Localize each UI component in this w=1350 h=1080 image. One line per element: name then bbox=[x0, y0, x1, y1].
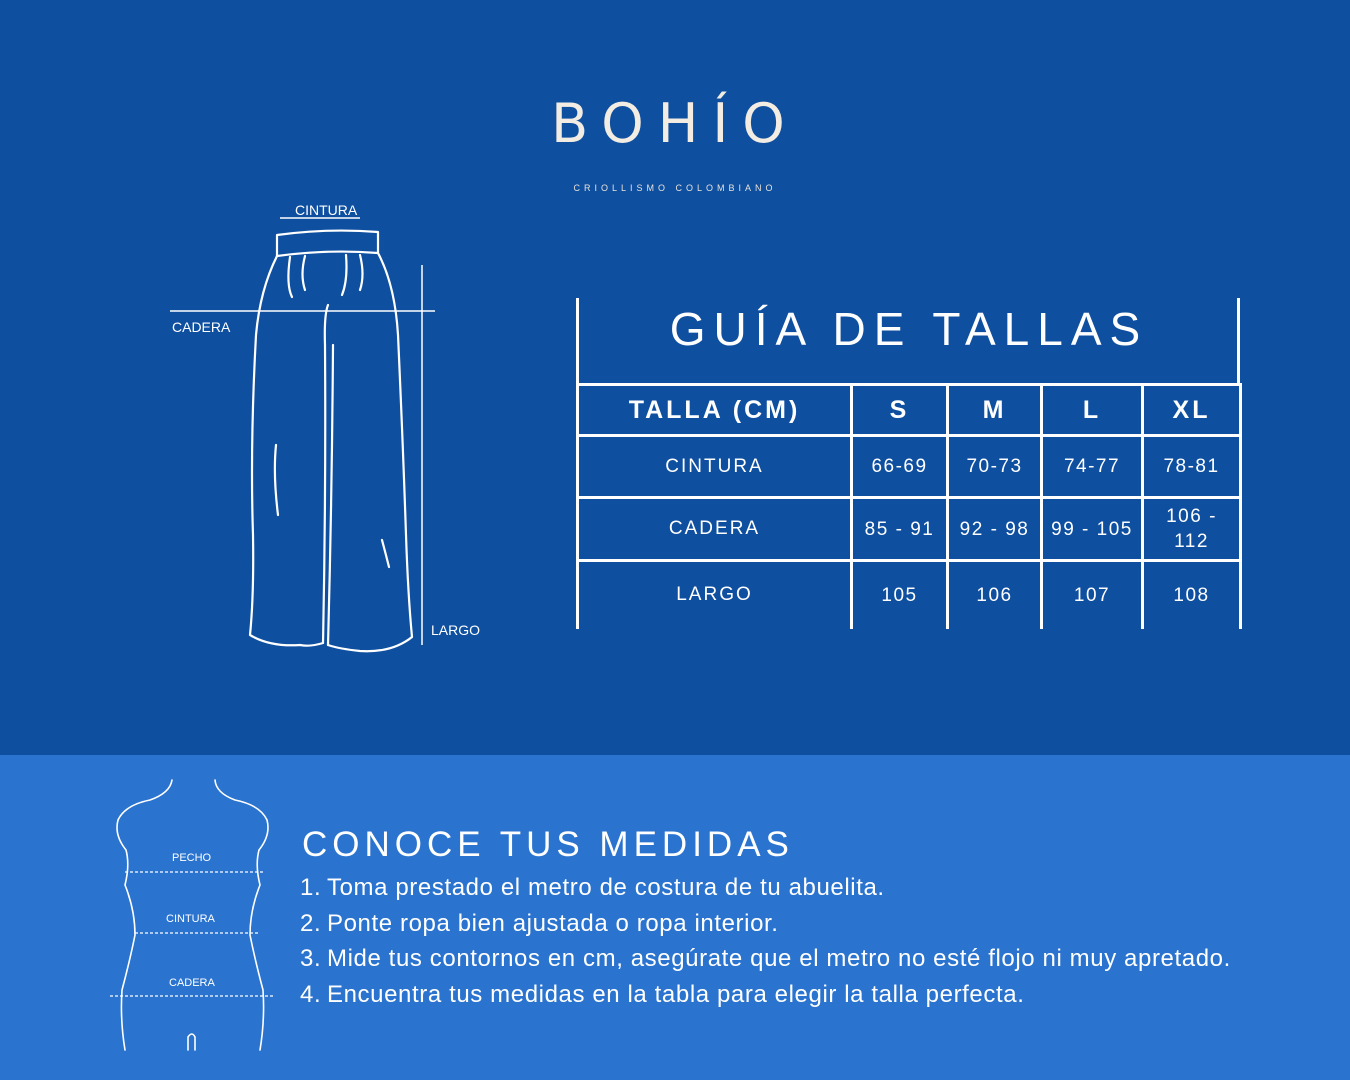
pants-illustration bbox=[160, 195, 500, 665]
body-chest-label: PECHO bbox=[172, 852, 212, 864]
body-hip-label: CADERA bbox=[169, 977, 215, 989]
table-cell: 108 bbox=[1143, 561, 1241, 629]
size-header-xl: XL bbox=[1143, 385, 1241, 436]
table-cell: 106 - 112 bbox=[1143, 498, 1241, 561]
step-number: 4. bbox=[300, 980, 322, 1008]
brand-tagline: CRIOLLISMO COLOMBIANO bbox=[573, 183, 777, 193]
body-waist-label: CINTURA bbox=[166, 913, 215, 925]
pants-length-label: LARGO bbox=[431, 622, 481, 638]
measure-steps bbox=[300, 870, 1231, 1012]
list-item bbox=[300, 977, 1231, 1013]
row-label-hip: CADERA bbox=[578, 498, 852, 561]
pants-hip-label: CADERA bbox=[172, 319, 231, 335]
measure-title: CONOCE TUS MEDIDAS bbox=[302, 825, 794, 864]
table-cell: 66-69 bbox=[852, 436, 948, 498]
table-cell: 106 bbox=[948, 561, 1042, 629]
table-row bbox=[578, 498, 1241, 561]
size-header-s: S bbox=[852, 385, 948, 436]
step-number: 2. bbox=[300, 909, 322, 937]
row-label-waist: CINTURA bbox=[578, 436, 852, 498]
row-label-length: LARGO bbox=[578, 561, 852, 629]
step-text: Toma prestado el metro de costura de tu abuelita. bbox=[327, 874, 885, 901]
table-cell: 78-81 bbox=[1143, 436, 1241, 498]
brand-logo: BOHÍO bbox=[551, 92, 799, 155]
size-header-l: L bbox=[1042, 385, 1143, 436]
table-cell: 105 bbox=[852, 561, 948, 629]
step-text: Ponte ropa bien ajustada o ropa interior. bbox=[327, 909, 779, 937]
size-table-header-row bbox=[578, 385, 1241, 436]
list-item bbox=[300, 941, 1231, 977]
table-cell: 85 - 91 bbox=[852, 498, 948, 561]
step-number: 1. bbox=[300, 874, 322, 901]
table-cell: 107 bbox=[1042, 561, 1143, 629]
table-row bbox=[578, 436, 1241, 498]
step-text: Mide tus contornos en cm, asegúrate que el metro no esté flojo ni muy apretado. bbox=[327, 945, 1231, 972]
step-text: Encuentra tus medidas en la tabla para elegir la talla perfecta. bbox=[327, 980, 1025, 1008]
table-cell: 99 - 105 bbox=[1042, 498, 1143, 561]
size-guide-title: GUÍA DE TALLAS bbox=[669, 303, 1149, 355]
table-cell: 92 - 98 bbox=[948, 498, 1042, 561]
step-number: 3. bbox=[300, 945, 322, 972]
list-item bbox=[300, 906, 1231, 942]
size-table bbox=[576, 383, 1242, 629]
table-cell: 74-77 bbox=[1042, 436, 1143, 498]
list-item bbox=[300, 870, 1231, 906]
size-header-label: TALLA (CM) bbox=[578, 385, 852, 436]
table-cell: 70-73 bbox=[948, 436, 1042, 498]
pants-waist-label: CINTURA bbox=[295, 202, 358, 218]
size-header-m: M bbox=[948, 385, 1042, 436]
table-row bbox=[578, 561, 1241, 629]
